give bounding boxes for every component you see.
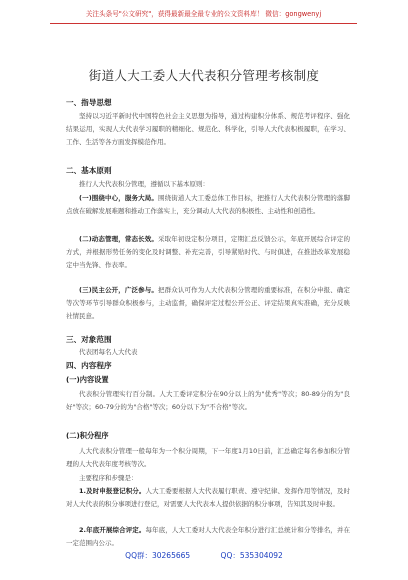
document-title: 街道人大工委人大代表积分管理考核制度 <box>88 68 320 83</box>
section-heading: 二、基本原则 <box>66 166 112 175</box>
paragraph: 主要程序和步骤是： <box>79 474 138 482</box>
subheading: 2.年底开展综合评定。 <box>79 526 146 534</box>
paragraph: 人大代表积分管理一般每年为一个积分周期，下一年度1月10日前，汇总确定每名参加积分管理的人大代表年度考核等次。 <box>66 447 350 469</box>
paragraph <box>66 524 350 550</box>
subheading: (二)动态管理，常态长效。 <box>79 235 159 243</box>
paragraph-text: 人大工委要根据人大代表履行职责、遵守纪律、发挥作用等情况，及时对人大代表的积分事项进行登记，对需要人大代表本人提供依据的积分事项，告知其及时申报。 <box>66 487 351 509</box>
paragraph: 代表积分管理实行百分制。人大工委评定积分在90分以上的为"优秀"等次；80-89分的为"良好"等次；60-79分的为"合格"等次；60分以下为"不合格"等次。 <box>66 390 350 412</box>
paragraph-text: 每年底，人大工委对人大代表全年积分进行汇总统计和分等排名，并在一定范围内公示。 <box>66 526 351 548</box>
paragraph <box>66 233 350 272</box>
section-heading: 四、内容程序 <box>66 361 112 370</box>
subheading: (三)民主公开，广泛参与。 <box>79 286 159 294</box>
paragraph-text: 把群众认可作为人大代表积分管理的重要标准，在积分申报、确定等次等环节引导群众积极参与，主动监督，确保评定过程公开公正、评定结果真实准确，充分反映社情民意。 <box>66 286 350 321</box>
qq-group: QQ群：30265665 <box>125 551 191 560</box>
subsection-heading: (一)内容设置 <box>66 375 109 384</box>
qq-number: QQ：535304092 <box>220 551 283 560</box>
paragraph <box>66 284 350 323</box>
paragraph <box>66 485 350 511</box>
paragraph <box>66 192 350 218</box>
paragraph-text: 采取年初设定积分项目，定期汇总反馈公示，年底开展综合评定的方式，并根据形势任务的变化及时调整、补充完善，引导紧贴时代、与时俱进，在推进改革发展稳定中当先锋、作表率。 <box>66 235 350 270</box>
paragraph: 坚持以习近平新时代中国特色社会主义思想为指导，通过构建积分体系、规范考评程序、强化结果运用，实现人大代表学习履职的精细化、规范化、科学化，引导人大代表积极履职，在学习、工作、生活等各方面发挥模范作用。 <box>66 112 350 147</box>
paragraph: 代表团每名人大代表 <box>79 348 138 356</box>
subheading: (一)围绕中心，服务大局。 <box>79 194 159 202</box>
top-banner: 关注头条号"公文研究"，获得最新最全最专业的公文资料库！ 微信：gongwenyj <box>50 9 357 24</box>
subsection-heading: (二)积分程序 <box>66 431 109 440</box>
paragraph: 推行人大代表积分管理，遵循以下基本原则： <box>79 180 209 188</box>
paragraph-text: 围绕街道人大工委总体工作目标，把推行人大代表积分管理的落脚点放在破解发展难题和推动工作落实上，充分调动人大代表的积极性、主动性和创造性。 <box>66 194 350 216</box>
footer <box>0 550 408 561</box>
section-heading: 一、指导思想 <box>66 98 112 107</box>
subheading: 1.及时申报登记积分。 <box>79 487 146 495</box>
section-heading: 三、对象范围 <box>66 335 112 344</box>
